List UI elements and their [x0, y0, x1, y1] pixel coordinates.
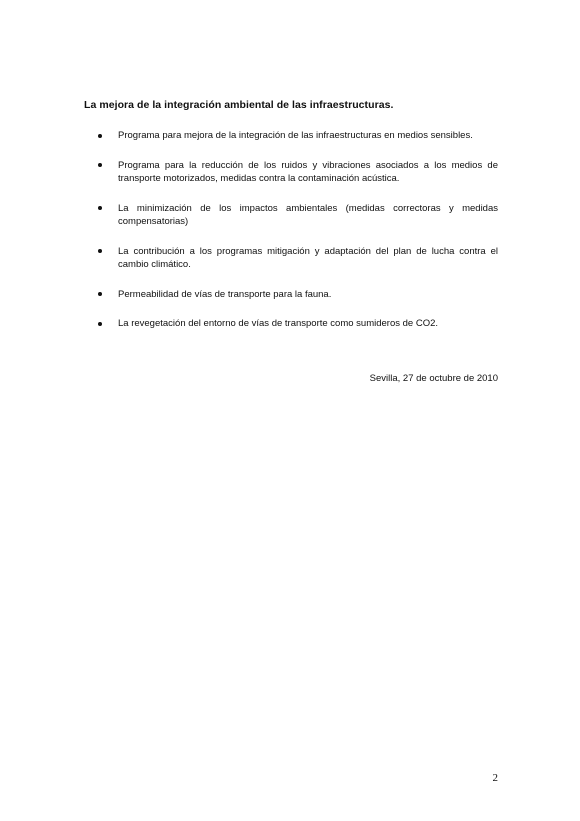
bullet-text: La minimización de los impactos ambientales (medidas correctoras y medidas compensatorias): [118, 202, 498, 227]
bullet-item: [97, 129, 498, 143]
bullet-text: Programa para la reducción de los ruidos y vibraciones asociados a los medios de transporte motorizados, medidas contra la contaminación acústica.: [118, 159, 498, 184]
bullet-icon: [98, 134, 102, 138]
bullet-icon: [98, 206, 102, 210]
bullet-item: [97, 202, 498, 229]
page-number: 2: [492, 772, 498, 784]
bullet-icon: [98, 163, 102, 167]
bullet-item: [97, 317, 498, 331]
bullet-text: Programa para mejora de la integración de las infraestructuras en medios sensibles.: [118, 130, 473, 141]
bullet-icon: [98, 292, 102, 296]
bullet-icon: [98, 322, 102, 326]
closing-date: Sevilla, 27 de octubre de 2010: [369, 373, 498, 384]
bullet-text: La contribución a los programas mitigación y adaptación del plan de lucha contra el cambio climático.: [118, 245, 498, 270]
bullet-icon: [98, 249, 102, 253]
bullet-text: La revegetación del entorno de vías de transporte como sumideros de CO2.: [118, 318, 439, 329]
bullet-item: [97, 159, 498, 186]
section-heading: La mejora de la integración ambiental de las infraestructuras.: [84, 99, 394, 111]
bullet-list: [97, 129, 498, 331]
bullet-text: Permeabilidad de vías de transporte para la fauna.: [118, 288, 332, 300]
bullet-item: [97, 288, 498, 302]
bullet-item: [97, 245, 498, 272]
